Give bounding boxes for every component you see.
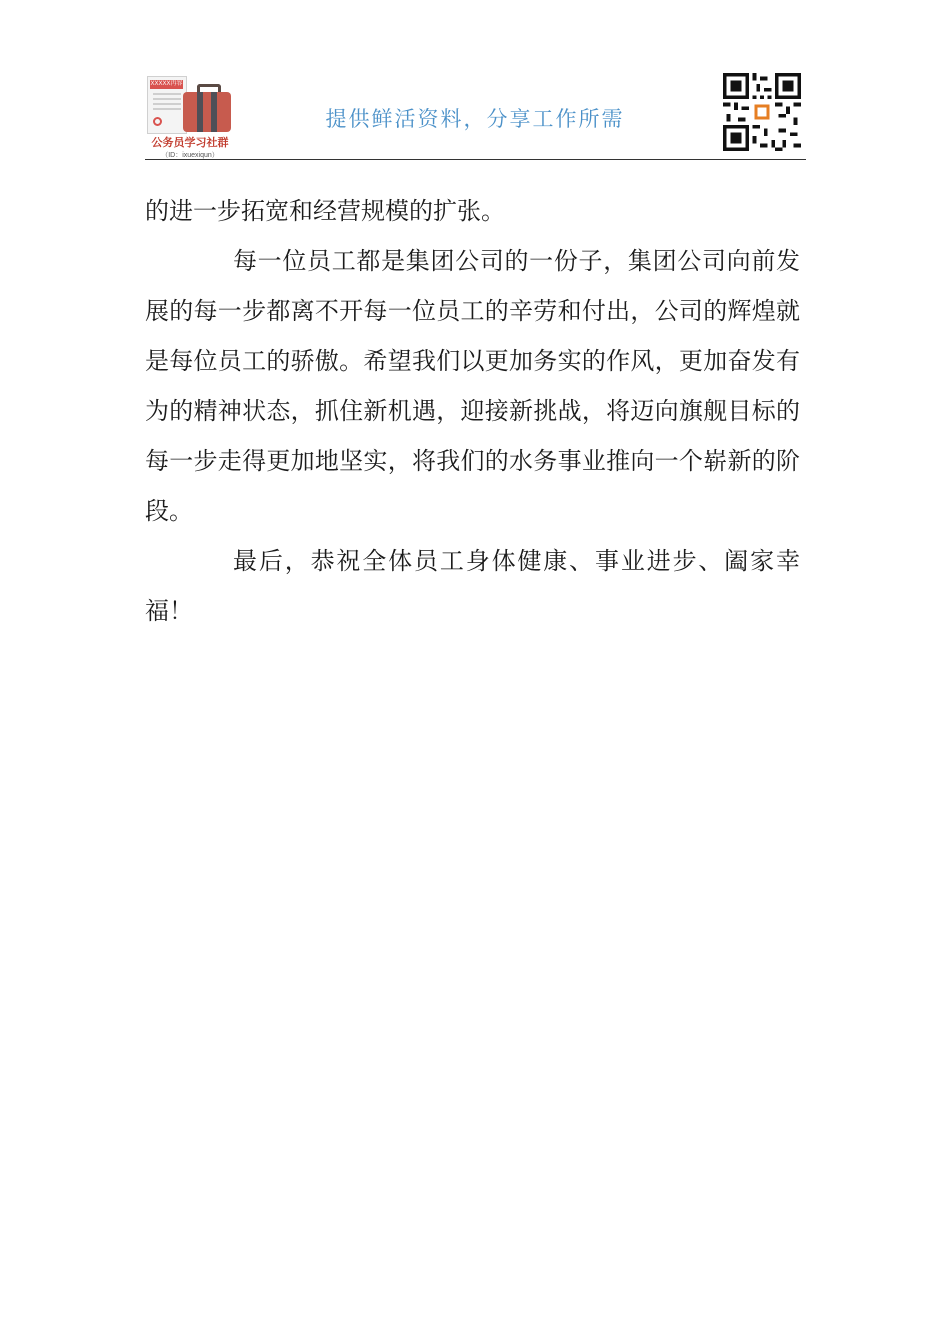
briefcase-strap xyxy=(197,92,203,132)
logo-name: 公务员学习社群 xyxy=(151,136,229,149)
logo-id: （ID：ixuexiqun） xyxy=(161,152,219,159)
logo-doc-title: XXXXX冉容 xyxy=(150,81,183,87)
logo-doc-line xyxy=(153,103,181,105)
paragraph: 最后，恭祝全体员工身体健康、事业进步、阖家幸福！ xyxy=(145,547,800,625)
paragraph: 每一位员工都是集团公司的一份子，集团公司向前发展的每一步都离不开每一位员工的辛劳和付出，公司的辉煌就是每位员工的骄傲。希望我们以更加务实的作风，更加奋发有为的精神状态，抓住新机遇，迎接新挑战，将迈向旗舰目标的每一步走得更加地坚实，将我们的水务事业推向一个崭新的阶段。 xyxy=(145,247,800,525)
logo-doc-line xyxy=(153,93,181,95)
logo-doc-line xyxy=(153,98,181,100)
logo-seal-icon xyxy=(153,117,162,126)
logo-doc-line xyxy=(153,108,181,110)
logo xyxy=(145,74,235,158)
page-header xyxy=(145,70,806,160)
briefcase-strap xyxy=(211,92,217,132)
paragraph: 的进一步拓宽和经营规模的扩张。 xyxy=(145,197,505,225)
header-slogan: 提供鲜活资料，分享工作所需 xyxy=(325,107,625,131)
logo-document-icon xyxy=(147,76,187,134)
qr-code-icon xyxy=(723,73,801,151)
document-body xyxy=(145,186,800,636)
header-divider xyxy=(145,159,806,160)
briefcase-icon xyxy=(183,92,231,132)
